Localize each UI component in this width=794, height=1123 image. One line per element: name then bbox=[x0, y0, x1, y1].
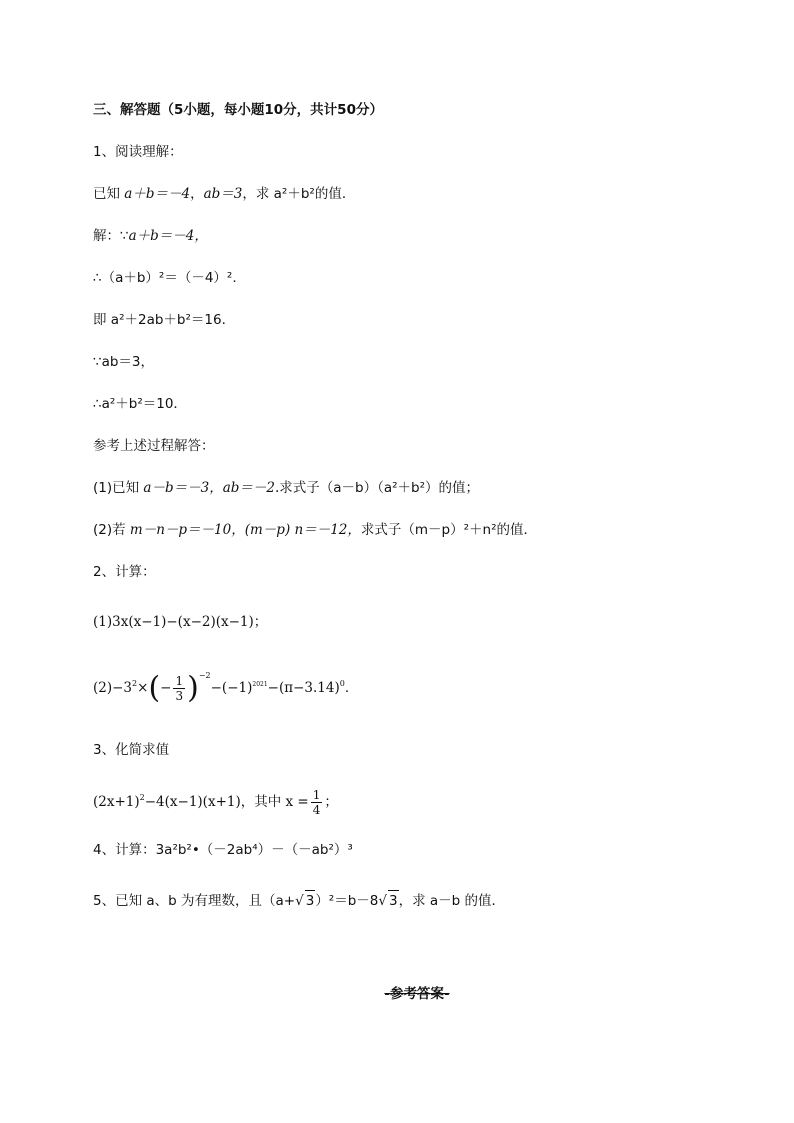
q2-sub2-tail: −(π−3.14) bbox=[267, 680, 340, 696]
q2-sub2-neg: − bbox=[160, 680, 172, 696]
q1-solution-2: ∴（a＋b）²＝（－4）². bbox=[93, 270, 237, 286]
q1-solution-4: ∵ab＝3， bbox=[93, 354, 155, 370]
q1-reference: 参考上述过程解答： bbox=[93, 438, 215, 454]
section-title: 三、解答题（5小题，每小题10分，共计50分） bbox=[93, 102, 383, 118]
q2-sub2 bbox=[93, 668, 358, 708]
left-paren-icon: ( bbox=[148, 670, 161, 706]
q2-sub2-mid: −(−1) bbox=[210, 680, 253, 696]
q3-expr-rest: −4(x−1)(x+1)，其中 x = bbox=[144, 794, 309, 810]
q2-label: 2、计算： bbox=[93, 564, 156, 580]
q2-sub2-exp1: 2 bbox=[132, 679, 138, 688]
q1-sub1-eq: a－b＝－3，ab＝－2. bbox=[143, 480, 280, 496]
q4-text: 4、计算：3a²b²•（－2ab⁴）－（－ab²）³ bbox=[93, 842, 353, 858]
q5-pre: 5、已知 a、b 为有理数，且（a+ bbox=[93, 893, 296, 909]
q1-given-post: ，求 a²＋b²的值． bbox=[242, 186, 356, 202]
q2-sub2-exp2: −2 bbox=[198, 671, 211, 680]
q2-sub2-exp4: 0 bbox=[339, 679, 345, 688]
q2-sub2-times: × bbox=[137, 680, 149, 696]
q1-given-eq2: ab＝3 bbox=[203, 186, 243, 202]
q5-text bbox=[93, 890, 505, 911]
answer-title bbox=[0, 982, 794, 1002]
q1-sol1-eq: a＋b＝－4， bbox=[128, 228, 208, 244]
q5-sqrt2: 3 bbox=[388, 890, 399, 911]
q3-frac-num: 1 bbox=[312, 788, 321, 802]
q3-end: ； bbox=[324, 794, 338, 810]
q1-sub1 bbox=[93, 478, 479, 498]
q1-sol1-pre: 解：∵ bbox=[93, 228, 129, 244]
q3-expr-exp: 2 bbox=[139, 793, 145, 802]
q1-solution-5: ∴a²＋b²＝10． bbox=[93, 396, 187, 412]
sqrt-icon: √ bbox=[378, 893, 387, 909]
answer-title-text: -参考答案- bbox=[384, 986, 450, 1002]
q1-sub1-label: (1)已知 bbox=[93, 480, 140, 496]
q5-mid: ）²＝b－8 bbox=[315, 893, 379, 909]
q1-sub2-label: (2)若 bbox=[93, 522, 126, 538]
sqrt-icon: √ bbox=[295, 893, 304, 909]
q5-post: ，求 a－b 的值． bbox=[398, 893, 506, 909]
q1-label: 1、阅读理解： bbox=[93, 144, 183, 160]
q1-sub2 bbox=[93, 520, 537, 540]
q2-fraction bbox=[173, 674, 185, 703]
q1-given-pre: 已知 bbox=[93, 186, 120, 202]
q5-sqrt1: 3 bbox=[305, 890, 316, 911]
q2-sub2-end: ． bbox=[344, 680, 359, 696]
q3-expr bbox=[93, 784, 338, 820]
q3-fraction bbox=[311, 788, 323, 817]
q1-sub2-post: 求式子（m－p）²＋n²的值． bbox=[360, 522, 537, 538]
q3-frac-den: 4 bbox=[312, 803, 321, 817]
q2-frac-den: 3 bbox=[175, 689, 184, 703]
q1-given-eq1: a＋b＝－4 bbox=[124, 186, 191, 202]
q2-sub2-prefix: (2)−3 bbox=[93, 680, 133, 696]
q2-sub2-exp3: 2021 bbox=[252, 681, 268, 688]
q2-sub1: (1)3x(x−1)−(x−2)(x−1)； bbox=[93, 614, 268, 630]
q3-expr-main: (2x+1) bbox=[93, 794, 140, 810]
q1-given bbox=[93, 184, 355, 204]
right-paren-icon: ) bbox=[187, 670, 199, 706]
q1-sub2-eq: m－n－p＝－10，(m－p) n＝－12， bbox=[129, 522, 361, 538]
q2-frac-num: 1 bbox=[175, 674, 184, 688]
q1-sub1-post: 求式子（a－b）（a²＋b²）的值； bbox=[279, 480, 480, 496]
q3-label: 3、化简求值 bbox=[93, 742, 170, 758]
q1-given-sep: ， bbox=[190, 186, 204, 202]
q1-solution-3: 即 a²＋2ab＋b²＝16． bbox=[93, 312, 236, 328]
q1-solution-1 bbox=[93, 226, 208, 246]
